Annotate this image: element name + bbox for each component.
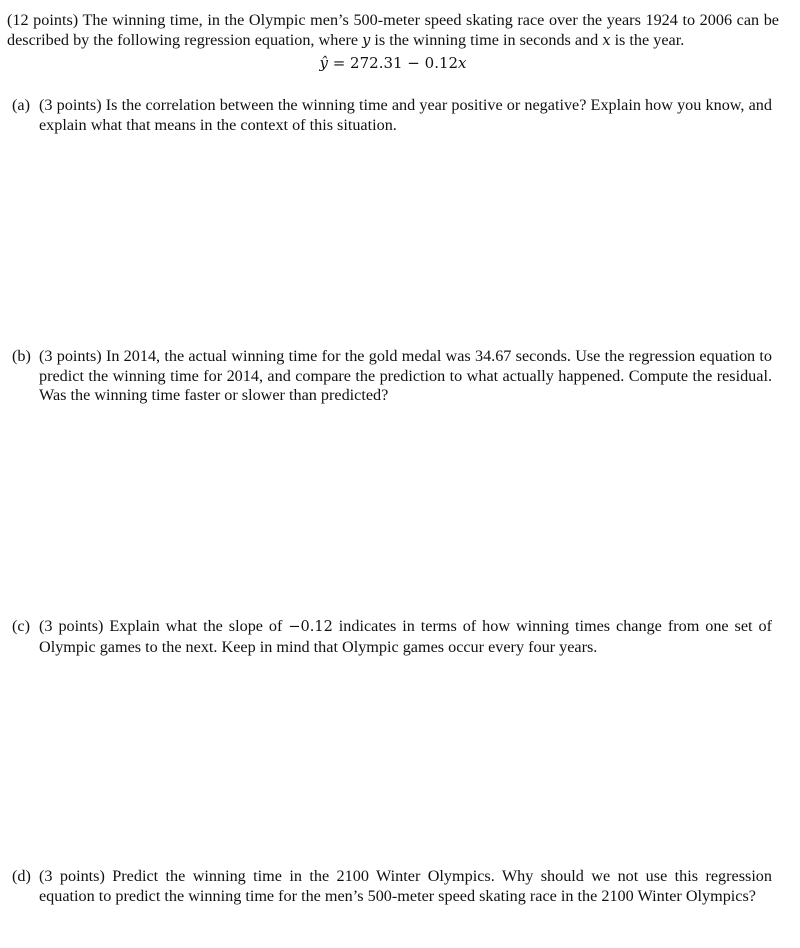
part-text: (3 points) In 2014, the actual winning time for the gold medal was 34.67 seconds. Use the regression equation to predict the winning time for 2014, and compare the prediction to what actually happened. Compute the residual. Was the winning time faster or slower than predicted? xyxy=(39,347,772,404)
part-label: (d) xyxy=(12,867,31,885)
intro-text-3: is the year. xyxy=(610,30,685,49)
question-part-a xyxy=(12,96,772,135)
part-label: (b) xyxy=(12,347,31,365)
slope-value: −0.12 xyxy=(288,619,333,635)
equation-var: x xyxy=(458,54,467,72)
variable-x: x xyxy=(602,32,611,49)
part-text-2: indicates in terms of how winning times change from one set of Olympic games to the next. Keep in mind that Olympic games occur every four years. xyxy=(39,617,772,656)
part-text: (3 points) Predict the winning time in the 2100 Winter Olympics. Why should we not use this regression equation to predict the winning time for the men’s 500-meter speed skating race in the 2100 Winter Olympics? xyxy=(39,867,772,905)
equation-rhs: = 272.31 − 0.12 xyxy=(327,54,459,72)
regression-equation xyxy=(7,54,779,74)
part-text xyxy=(39,617,772,657)
equation-lhs: ŷ xyxy=(319,54,328,72)
part-text: (3 points) Is the correlation between the winning time and year positive or negative? Explain how you know, and explain what that means in the context of this situation. xyxy=(39,96,772,134)
variable-y: y xyxy=(362,32,371,49)
question-part-b xyxy=(12,347,772,406)
part-label: (a) xyxy=(12,96,30,114)
question-part-d xyxy=(12,867,772,906)
problem-intro xyxy=(7,11,779,51)
worksheet-page xyxy=(7,11,779,74)
intro-text-1: (12 points) The winning time, in the Olympic men’s 500-meter speed skating race over the years 1924 to 2006 can be described by the following regression equation, where xyxy=(7,11,779,49)
part-label: (c) xyxy=(12,617,30,635)
intro-text-2: is the winning time in seconds and xyxy=(370,30,603,49)
part-text-1: (3 points) Explain what the slope of xyxy=(39,617,289,635)
question-part-c xyxy=(12,617,772,657)
